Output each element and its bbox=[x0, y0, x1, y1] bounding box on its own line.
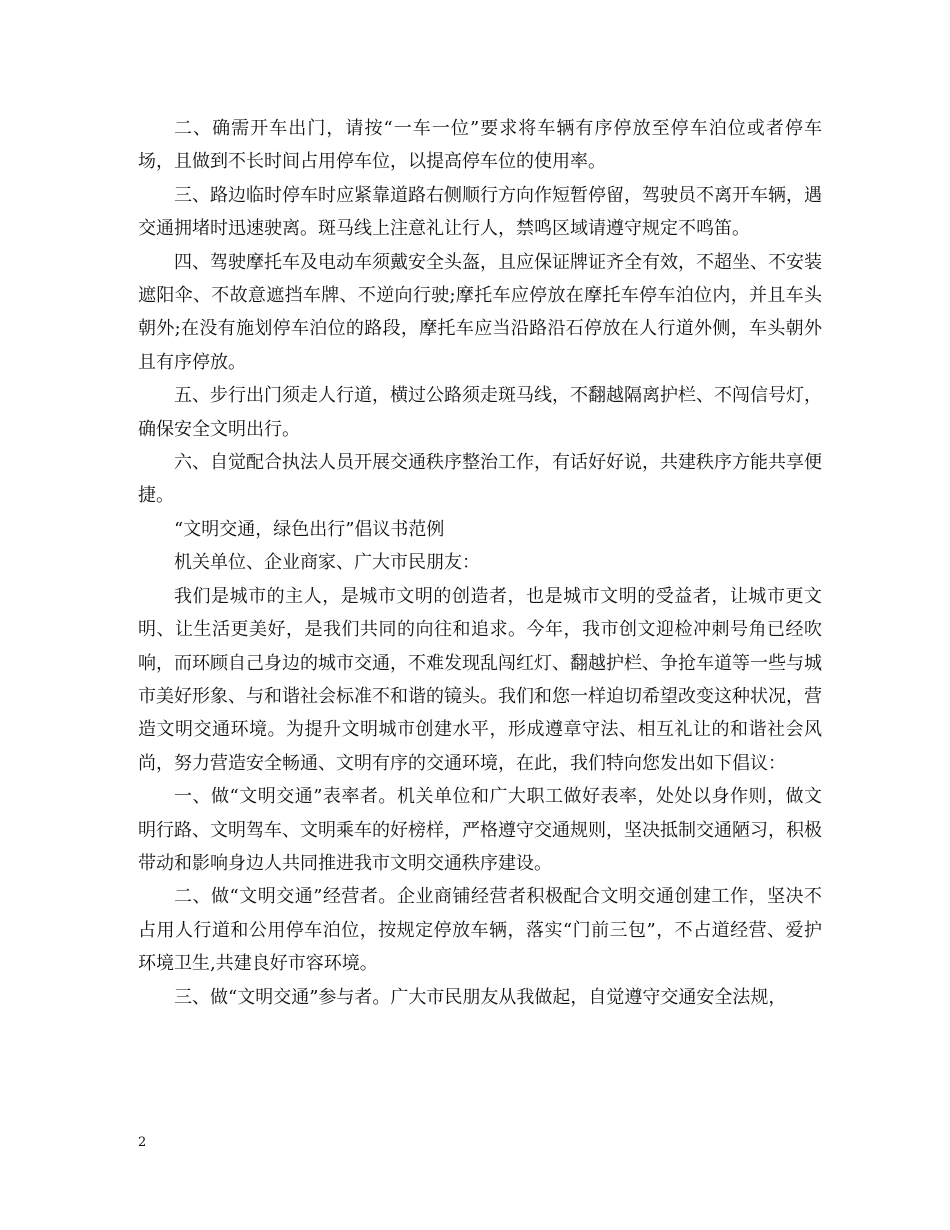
paragraph-item-5: 五、步行出门须走人行道，横过公路须走斑马线，不翻越隔离护栏、不闯信号灯，确保安全文明出行。 bbox=[138, 385, 822, 440]
proposal-item-1: 一、做“文明交通”表率者。机关单位和广大职工做好表率，处处以身作则，做文明行路、文明驾车、文明乘车的好榜样，严格遵守交通规则，坚决抵制交通陋习，积极带动和影响身边人共同推进我市文明交通秩序建设。 bbox=[138, 786, 822, 874]
page-number: 2 bbox=[138, 1135, 147, 1150]
paragraph-item-3: 三、路边临时停车时应紧靠道路右侧顺行方向作短暂停留，驾驶员不离开车辆，遇交通拥堵时迅速驶离。斑马线上注意礼让行人，禁鸣区域请遵守规定不鸣笛。 bbox=[138, 184, 822, 240]
paragraph-item-2: 二、确需开车出门，请按“一车一位”要求将车辆有序停放至停车泊位或者停车场，且做到不长时间占用停车位，以提高停车位的使用率。 bbox=[138, 118, 822, 173]
proposal-item-2: 二、做“文明交通”经营者。企业商铺经营者积极配合文明交通创建工作，坚决不占用人行道和公用停车泊位，按规定停放车辆，落实“门前三包”，不占道经营、爱护环境卫生,共建良好市容环境。 bbox=[138, 886, 822, 975]
paragraph-item-6: 六、自觉配合执法人员开展交通秩序整治工作，有话好好说，共建秩序方能共享便捷。 bbox=[138, 452, 822, 507]
intro-paragraph: 我们是城市的主人，是城市文明的创造者，也是城市文明的受益者，让城市更文明、让生活更美好，是我们共同的向往和追求。今年，我市创文迎检冲刺号角已经吹响，而环顾自己身边的城市交通，不难发现乱闯红灯、翻越护栏、争抢车道等一些与城市美好形象、与和谐社会标准不和谐的镜头。我们和您一样迫切希望改变这种状况，营造文明交通环境。为提升文明城市创建水平，形成遵章守法、相互礼让的和谐社会风尚，努力营造安全畅通、文明有序的交通环境，在此，我们特向您发出如下倡议： bbox=[138, 585, 822, 774]
section-title: “文明交通，绿色出行”倡议书范例 bbox=[174, 518, 445, 540]
proposal-item-3: 三、做“文明交通”参与者。广大市民朋友从我做起，自觉遵守交通安全法规， bbox=[174, 986, 787, 1008]
salutation: 机关单位、企业商家、广大市民朋友： bbox=[174, 552, 480, 574]
paragraph-item-4: 四、驾驶摩托车及电动车须戴安全头盔，且应保证牌证齐全有效，不超坐、不安装遮阳伞、不故意遮挡车牌、不逆向行驶;摩托车应停放在摩托车停车泊位内，并且车头朝外;在没有施划停车泊位的路段，摩托车应当沿路沿石停放在人行道外侧，车头朝外且有序停放。 bbox=[138, 251, 822, 373]
document-body bbox=[138, 112, 822, 1014]
